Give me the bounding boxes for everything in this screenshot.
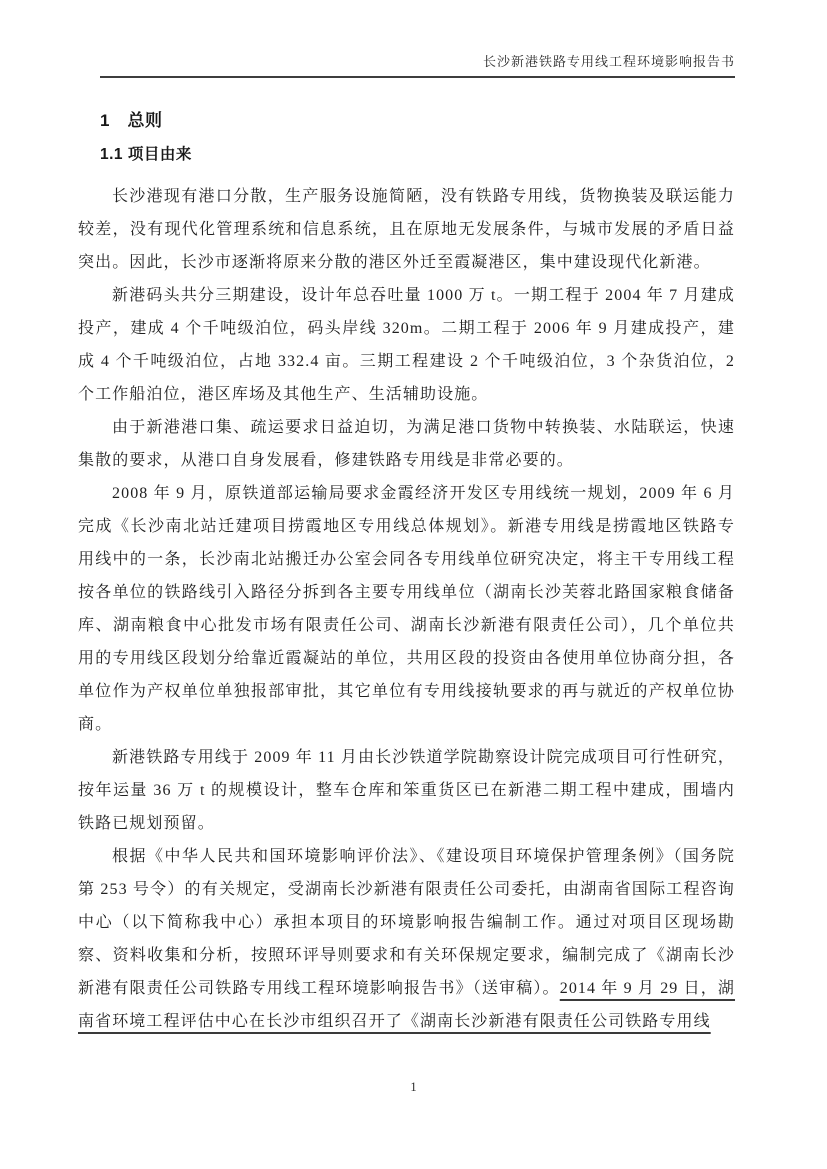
paragraph: 新港铁路专用线于 2009 年 11 月由长沙铁道学院勘察设计院完成项目可行性研究，按年运量 36 万 t 的规模设计，整车仓库和笨重货区已在新港二期工程中建成，围墙内铁路已规划预留。 bbox=[78, 749, 735, 832]
body-text bbox=[78, 180, 735, 1038]
paragraph: 由于新港港口集、疏运要求日益迫切，为满足港口货物中转换装、水陆联运，快速集散的要求，从港口自身发展看，修建铁路专用线是非常必要的。 bbox=[78, 419, 735, 469]
page-number: 1 bbox=[410, 1080, 417, 1094]
header-rule bbox=[100, 76, 735, 78]
header-title: 长沙新港铁路专用线工程环境影响报告书 bbox=[482, 54, 735, 69]
section-heading: 1.1 项目由来 bbox=[100, 146, 192, 163]
document-content bbox=[78, 104, 735, 1038]
paragraph: 新港码头共分三期建设，设计年总吞吐量 1000 万 t。一期工程于 2004 年 7 月建成投产，建成 4 个千吨级泊位，码头岸线 320m。二期工程于 2006 年 9 月建成投产，建成 4 个千吨级泊位，占地 332.4 亩。三期工程建设 2 个千吨级泊位，3 个杂货泊位，2 个工作船泊位，港区库场及其他生产、生活辅助设施。 bbox=[78, 287, 735, 403]
paragraph-underlined-segment: 2014 年 9 月 29 日，湖南省环境工程评估中心在长沙市组织召开了《湖南长沙新港有限责任公司铁路专用线 bbox=[78, 980, 736, 1030]
paragraph: 2008 年 9 月，原铁道部运输局要求金霞经济开发区专用线统一规划，2009 年 6 月完成《长沙南北站迁建项目捞霞地区专用线总体规划》。新港专用线是捞霞地区铁路专用线中的一条，长沙南北站搬迁办公室会同各专用线单位研究决定，将主干专用线工程按各单位的铁路线引入路径分拆到各主要专用线单位（湖南长沙芙蓉北路国家粮食储备库、湖南粮食中心批发市场有限责任公司、湖南长沙新港有限责任公司），几个单位共用的专用线区段划分给靠近霞凝站的单位，共用区段的投资由各使用单位协商分担，各单位作为产权单位单独报部审批，其它单位有专用线接轨要求的再与就近的产权单位协商。 bbox=[78, 485, 735, 733]
paragraph bbox=[78, 840, 735, 1038]
chapter-heading: 1 总则 bbox=[100, 111, 163, 130]
paragraph-normal-segment: 根据《中华人民共和国环境影响评价法》、《建设项目环境保护管理条例》（国务院第 253 号令）的有关规定，受湖南长沙新港有限责任公司委托，由湖南省国际工程咨询中心（以下简称我中心）承担本项目的环境影响报告编制工作。通过对项目区现场勘察、资料收集和分析，按照环评导则要求和有关环保规定要求，编制完成了《湖南长沙新港有限责任公司铁路专用线工程环境影响报告书》（送审稿）。 bbox=[78, 848, 735, 997]
paragraph: 长沙港现有港口分散，生产服务设施简陋，没有铁路专用线，货物换装及联运能力较差，没有现代化管理系统和信息系统，且在原地无发展条件，与城市发展的矛盾日益突出。因此，长沙市逐渐将原来分散的港区外迁至霞凝港区，集中建设现代化新港。 bbox=[78, 188, 735, 271]
